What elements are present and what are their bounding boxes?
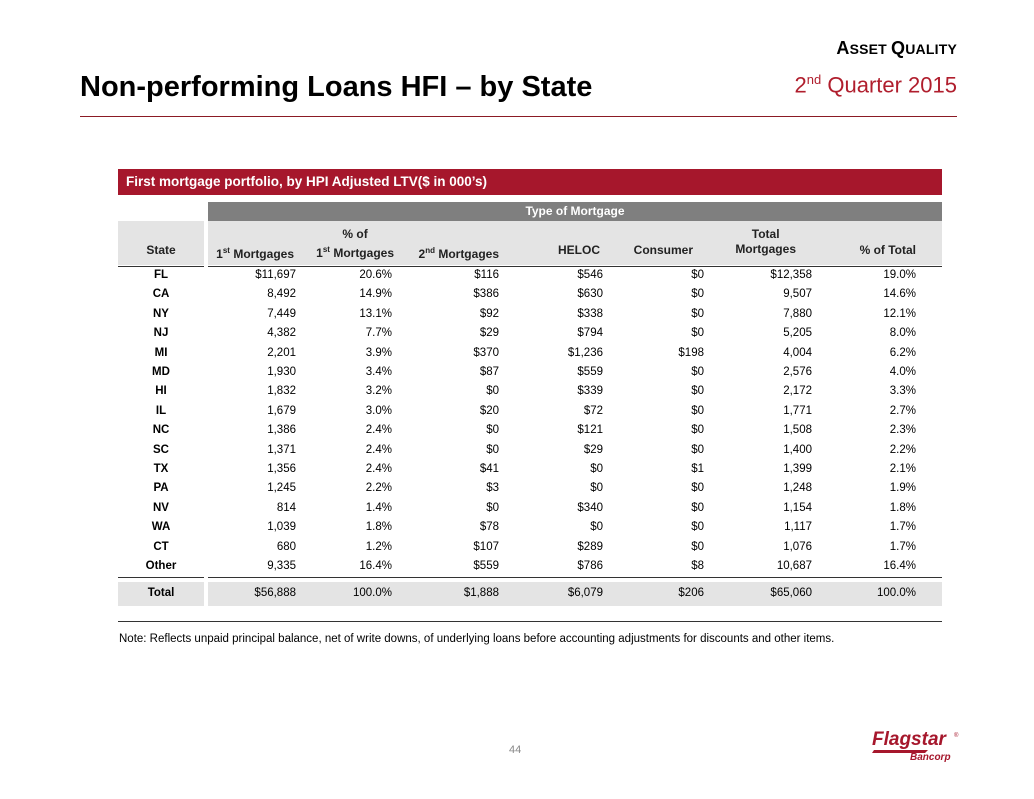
cell-heloc: $1,236	[567, 346, 603, 359]
cell-second: $3	[486, 482, 499, 495]
cell-pct-total: 2.3%	[889, 424, 916, 437]
cell-state: MI	[154, 346, 168, 359]
cell-total: 1,400	[783, 443, 812, 456]
cell-total: 1,117	[784, 521, 812, 534]
cell-heloc: $72	[583, 404, 603, 417]
cell-pct-first: 2.4%	[365, 424, 392, 437]
cell-state: FL	[153, 269, 169, 281]
cell-state: NC	[152, 424, 170, 437]
table-row	[118, 421, 942, 440]
cell-second: $78	[479, 521, 499, 534]
cell-first: 680	[276, 540, 296, 553]
quarter-label	[795, 72, 957, 98]
cell-heloc: $0	[590, 482, 603, 495]
table-row	[118, 363, 942, 382]
cell-first: 9,335	[267, 560, 296, 572]
col-header-second-post: Mortgages	[434, 247, 499, 261]
cell-state: IL	[155, 404, 167, 417]
total-pct-first: 100.0%	[352, 587, 392, 599]
col-header-pct-first-post: Mortgages	[329, 246, 394, 260]
total-second: $1,888	[463, 587, 499, 599]
cell-heloc: $559	[577, 366, 603, 378]
cell-first: 2,201	[267, 346, 296, 359]
cell-first: 814	[276, 501, 296, 514]
total-heloc: $6,079	[567, 587, 603, 599]
cell-state: HI	[155, 385, 167, 398]
cell-pct-total: 8.0%	[889, 327, 916, 340]
cell-first: 1,356	[267, 463, 296, 475]
cell-pct-first: 20.6%	[359, 269, 392, 281]
col-header-pct-first-line2	[316, 242, 394, 261]
table-row	[118, 266, 942, 285]
cell-pct-first: 14.9%	[359, 288, 392, 301]
total-consumer: $206	[678, 587, 704, 599]
cell-pct-total: 4.0%	[889, 366, 916, 378]
col-header-pct-first	[316, 227, 394, 261]
cell-consumer: $0	[691, 521, 704, 534]
cell-total: 1,508	[783, 424, 812, 437]
table-row	[118, 382, 942, 401]
cell-total: 2,172	[783, 385, 812, 398]
logo-sub: Bancorp	[910, 752, 951, 763]
cell-heloc: $29	[583, 443, 603, 456]
cell-pct-total: 2.7%	[889, 404, 916, 417]
cell-pct-total: 1.8%	[889, 501, 916, 514]
cell-second: $29	[479, 327, 499, 340]
cell-total: 1,076	[783, 540, 812, 553]
cell-heloc: $340	[577, 501, 603, 514]
cell-total: 1,399	[783, 463, 812, 475]
cell-total: 2,576	[783, 366, 812, 378]
cell-consumer: $0	[691, 404, 704, 417]
cell-state: SC	[153, 443, 169, 456]
quarter-sup: nd	[806, 72, 822, 87]
flagstar-logo-graphic	[870, 727, 960, 763]
table-row	[118, 344, 942, 363]
table-row	[118, 285, 942, 304]
quarter-prefix: 2	[794, 72, 807, 98]
logo-reg: ®	[954, 733, 959, 739]
cell-consumer: $0	[691, 482, 704, 495]
flagstar-logo	[870, 727, 960, 763]
cell-heloc: $0	[590, 463, 603, 475]
cell-first: 1,679	[267, 404, 296, 417]
cell-pct-total: 2.2%	[889, 443, 916, 456]
title-divider	[80, 116, 957, 117]
cell-heloc: $338	[577, 307, 603, 320]
col-header-total-line2: Mortgages	[735, 242, 796, 256]
col-header-first-mortgages	[216, 243, 294, 262]
cell-heloc: $289	[577, 540, 603, 553]
cell-pct-first: 1.2%	[365, 540, 392, 553]
section-label-small-1: SSET	[849, 41, 892, 57]
cell-total: 1,771	[783, 404, 812, 417]
cell-total: 9,507	[783, 288, 812, 301]
cell-pct-total: 12.1%	[883, 307, 916, 320]
cell-state: MD	[152, 366, 170, 378]
cell-pct-first: 2.4%	[365, 443, 392, 456]
footnote: Note: Reflects unpaid principal balance, net of write downs, of underlying loans before accounting adjustments for discounts and other items.	[119, 633, 835, 645]
table-row	[118, 324, 942, 343]
cell-pct-first: 1.8%	[365, 521, 392, 534]
col-header-total-line1: Total	[751, 227, 780, 241]
cell-second: $0	[486, 385, 499, 398]
cell-consumer: $0	[691, 540, 704, 553]
cell-consumer: $0	[691, 385, 704, 398]
cell-state: TX	[153, 463, 169, 475]
cell-pct-first: 13.1%	[359, 307, 392, 320]
cell-second: $116	[474, 269, 499, 281]
cell-consumer: $0	[691, 288, 704, 301]
col-header-second-pre: 2	[418, 247, 426, 261]
cell-state: WA	[151, 521, 171, 534]
cell-first: 1,386	[267, 424, 296, 437]
cell-heloc: $121	[577, 424, 603, 437]
table-row	[118, 305, 942, 324]
col-header-first-post: Mortgages	[229, 247, 294, 261]
cell-heloc: $546	[577, 269, 603, 281]
cell-consumer: $1	[691, 463, 704, 475]
table-row	[118, 402, 942, 421]
cell-consumer: $8	[691, 560, 704, 572]
cell-first: 8,492	[267, 288, 296, 301]
cell-consumer: $0	[691, 366, 704, 378]
cell-second: $0	[486, 443, 499, 456]
cell-second: $0	[486, 424, 499, 437]
cell-second: $107	[473, 540, 499, 553]
cell-second: $559	[473, 560, 499, 572]
cell-state: CA	[152, 288, 170, 301]
col-header-second-mortgages	[419, 243, 499, 262]
col-header-pct-first-pre: 1	[316, 246, 323, 260]
cell-total: $12,358	[770, 269, 812, 281]
cell-total: 5,205	[783, 327, 812, 340]
cell-pct-first: 3.2%	[365, 385, 392, 398]
cell-pct-total: 6.2%	[889, 346, 916, 359]
cell-second: $370	[473, 346, 499, 359]
cell-first: 7,449	[267, 307, 296, 320]
section-label-small-2: UALITY	[905, 41, 957, 57]
col-header-consumer: Consumer	[633, 243, 693, 257]
cell-consumer: $0	[691, 501, 704, 514]
col-header-state: State	[146, 243, 176, 257]
cell-total: 10,687	[776, 560, 812, 572]
cell-pct-total: 1.7%	[889, 521, 916, 534]
cell-first: 4,382	[267, 327, 296, 340]
cell-first: 1,371	[267, 443, 296, 456]
cell-second: $92	[479, 307, 499, 320]
cell-state: NV	[153, 501, 169, 514]
cell-state: CT	[153, 540, 169, 553]
total-state: Total	[147, 587, 175, 599]
cell-second: $87	[479, 366, 499, 378]
cell-state: NY	[153, 307, 169, 320]
cell-second: $386	[473, 288, 499, 301]
total-separator-state	[118, 577, 204, 578]
total-first: $56,888	[254, 587, 296, 599]
page-title: Non-performing Loans HFI – by State	[80, 71, 593, 103]
cell-pct-first: 3.0%	[365, 404, 392, 417]
type-of-mortgage-header: Type of Mortgage	[208, 202, 942, 221]
cell-pct-total: 2.1%	[889, 463, 916, 475]
table-row	[118, 460, 942, 479]
cell-heloc: $786	[577, 560, 603, 572]
cell-state: NJ	[153, 327, 169, 340]
cell-pct-first: 2.2%	[365, 482, 392, 495]
cell-consumer: $0	[691, 307, 704, 320]
cell-pct-first: 3.4%	[365, 366, 392, 378]
cell-consumer: $0	[691, 424, 704, 437]
cell-total: 1,248	[783, 482, 812, 495]
cell-consumer: $0	[691, 327, 704, 340]
section-label-big-2: Q	[891, 38, 906, 58]
table-row	[118, 518, 942, 537]
col-header-first-pre: 1	[216, 247, 223, 261]
cell-heloc: $0	[590, 521, 603, 534]
col-header-second-sup: nd	[425, 246, 435, 255]
table-row	[118, 557, 942, 576]
cell-first: 1,245	[267, 482, 296, 495]
cell-pct-first: 2.4%	[365, 463, 392, 475]
cell-pct-total: 1.9%	[889, 482, 916, 495]
table-row	[118, 441, 942, 460]
cell-second: $20	[479, 404, 499, 417]
col-header-pct-first-sup: st	[322, 245, 330, 254]
table-total-row	[118, 584, 942, 603]
cell-first: 1,930	[267, 366, 296, 378]
cell-second: $0	[486, 501, 499, 514]
logo-name: Flagstar	[872, 729, 946, 750]
table-bottom-rule	[118, 621, 942, 622]
table-banner: First mortgage portfolio, by HPI Adjusted LTV($ in 000’s)	[118, 169, 942, 195]
table-row	[118, 479, 942, 498]
cell-heloc: $339	[577, 385, 603, 398]
cell-total: 1,154	[783, 501, 812, 514]
cell-consumer: $0	[691, 443, 704, 456]
col-header-pct-first-line1: % of	[342, 227, 368, 241]
cell-pct-first: 7.7%	[365, 327, 392, 340]
cell-pct-first: 3.9%	[365, 346, 392, 359]
cell-pct-total: 1.7%	[889, 540, 916, 553]
cell-total: 7,880	[783, 307, 812, 320]
col-header-total-mortgages	[735, 227, 796, 257]
col-header-pct-total: % of Total	[859, 243, 916, 257]
cell-second: $41	[479, 463, 499, 475]
cell-consumer: $0	[691, 269, 704, 281]
cell-pct-first: 16.4%	[359, 560, 392, 572]
cell-heloc: $794	[577, 327, 603, 340]
cell-consumer: $198	[678, 346, 704, 359]
table-row	[118, 499, 942, 518]
cell-pct-first: 1.4%	[365, 501, 392, 514]
col-header-first-sup: st	[222, 246, 230, 255]
cell-state: Other	[145, 560, 177, 572]
total-separator-cols	[208, 577, 942, 578]
col-header-heloc: HELOC	[558, 243, 600, 257]
cell-state: PA	[153, 482, 169, 495]
cell-first: 1,832	[267, 385, 296, 398]
cell-first: $11,697	[255, 269, 296, 281]
cell-pct-total: 16.4%	[883, 560, 916, 572]
cell-heloc: $630	[577, 288, 603, 301]
section-label	[836, 38, 957, 59]
cell-pct-total: 19.0%	[883, 269, 916, 281]
total-pct-total: 100.0%	[876, 587, 916, 599]
cell-total: 4,004	[783, 346, 812, 359]
total-total: $65,060	[770, 587, 812, 599]
cell-pct-total: 3.3%	[889, 385, 916, 398]
cell-first: 1,039	[267, 521, 296, 534]
page-number: 44	[509, 744, 522, 756]
section-label-big-1: A	[836, 38, 850, 58]
cell-pct-total: 14.6%	[883, 288, 916, 301]
quarter-suffix: Quarter 2015	[821, 72, 957, 98]
table-row	[118, 538, 942, 557]
